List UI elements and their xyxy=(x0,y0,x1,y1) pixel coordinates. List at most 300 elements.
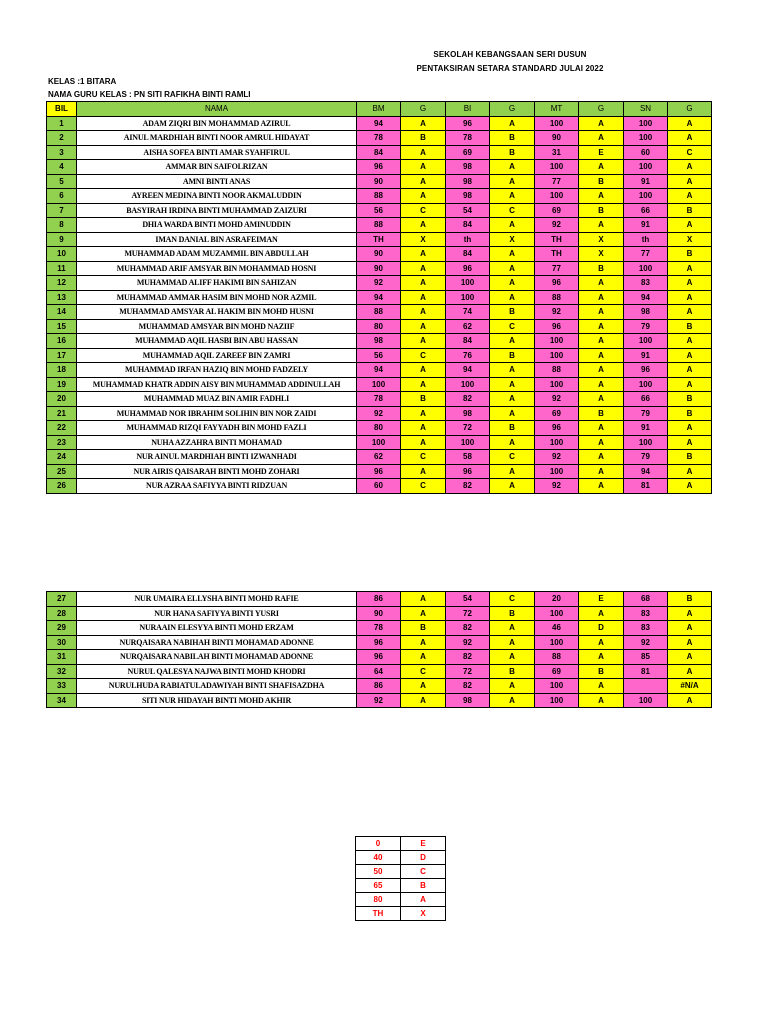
bi-score: 98 xyxy=(446,189,490,204)
bm-score: 78 xyxy=(357,621,401,636)
grade-key-row xyxy=(356,851,446,865)
bm-score: 92 xyxy=(357,693,401,708)
bm-score: TH xyxy=(357,232,401,247)
row-number: 2 xyxy=(47,131,77,146)
row-number: 7 xyxy=(47,203,77,218)
key-min-score: 40 xyxy=(356,851,401,865)
sn-grade: B xyxy=(668,450,712,465)
col-header-sn: SN xyxy=(624,102,668,117)
table-row xyxy=(47,464,712,479)
mt-score: 100 xyxy=(535,693,579,708)
student-name: MUHAMMAD AQIL ZAREEF BIN ZAMRI xyxy=(77,348,357,363)
bi-score: 72 xyxy=(446,664,490,679)
mt-score: 100 xyxy=(535,160,579,175)
bm-score: 56 xyxy=(357,203,401,218)
bi-grade: A xyxy=(490,479,535,494)
bm-grade: A xyxy=(401,305,446,320)
bm-grade: A xyxy=(401,247,446,262)
student-name: NUR AIRIS QAISARAH BINTI MOHD ZOHARI xyxy=(77,464,357,479)
bi-grade: A xyxy=(490,174,535,189)
grade-key-row xyxy=(356,879,446,893)
mt-grade: A xyxy=(579,305,624,320)
grade-key-body xyxy=(356,837,446,921)
bi-score: 98 xyxy=(446,693,490,708)
sn-score: 66 xyxy=(624,203,668,218)
sn-score: 100 xyxy=(624,435,668,450)
sn-score: 100 xyxy=(624,261,668,276)
sn-score: 92 xyxy=(624,635,668,650)
student-name: MUHAMMAD AMSYAR AL HAKIM BIN MOHD HUSNI xyxy=(77,305,357,320)
mt-score: 69 xyxy=(535,203,579,218)
sn-score: th xyxy=(624,232,668,247)
bm-grade: C xyxy=(401,664,446,679)
col-header-nama: NAMA xyxy=(77,102,357,117)
student-name: NUR HANA SAFIYYA BINTI YUSRI xyxy=(77,606,357,621)
student-name: MUHAMMAD NOR IBRAHIM SOLIHIN BIN NOR ZAIDI xyxy=(77,406,357,421)
mt-grade: A xyxy=(579,363,624,378)
mt-grade: B xyxy=(579,406,624,421)
row-number: 17 xyxy=(47,348,77,363)
bi-score: 84 xyxy=(446,247,490,262)
bi-grade: B xyxy=(490,305,535,320)
student-name: MUHAMMAD ALIFF HAKIMI BIN SAHIZAN xyxy=(77,276,357,291)
key-grade: C xyxy=(401,865,446,879)
bi-score: 96 xyxy=(446,116,490,131)
bi-grade: A xyxy=(490,290,535,305)
row-number: 30 xyxy=(47,635,77,650)
student-name: MUHAMMAD AQIL HASBI BIN ABU HASSAN xyxy=(77,334,357,349)
mt-score: 69 xyxy=(535,664,579,679)
student-name: MUHAMMAD MUAZ BIN AMIR FADHLI xyxy=(77,392,357,407)
row-number: 29 xyxy=(47,621,77,636)
bi-grade: B xyxy=(490,145,535,160)
table-row xyxy=(47,621,712,636)
bm-grade: A xyxy=(401,218,446,233)
sn-grade: A xyxy=(668,635,712,650)
bi-grade: C xyxy=(490,592,535,607)
student-name: AINUL MARDHIAH BINTI NOOR AMRUL HIDAYAT xyxy=(77,131,357,146)
mt-grade: X xyxy=(579,247,624,262)
table-row xyxy=(47,131,712,146)
mt-grade: B xyxy=(579,174,624,189)
sn-score: 94 xyxy=(624,290,668,305)
grade-key-row xyxy=(356,865,446,879)
mt-score: 69 xyxy=(535,406,579,421)
sn-grade: X xyxy=(668,232,712,247)
key-grade: A xyxy=(401,893,446,907)
bm-score: 86 xyxy=(357,679,401,694)
mt-score: 100 xyxy=(535,435,579,450)
sn-score: 91 xyxy=(624,348,668,363)
sn-score: 100 xyxy=(624,131,668,146)
row-number: 20 xyxy=(47,392,77,407)
bm-score: 86 xyxy=(357,592,401,607)
mt-score: 100 xyxy=(535,348,579,363)
mt-score: 100 xyxy=(535,334,579,349)
header-row xyxy=(47,102,712,117)
sn-score: 60 xyxy=(624,145,668,160)
row-number: 23 xyxy=(47,435,77,450)
bi-grade: A xyxy=(490,189,535,204)
row-number: 12 xyxy=(47,276,77,291)
sn-grade: A xyxy=(668,334,712,349)
grade-key-row xyxy=(356,837,446,851)
mt-score: TH xyxy=(535,247,579,262)
mt-grade: A xyxy=(579,479,624,494)
mt-score: 92 xyxy=(535,305,579,320)
table-row xyxy=(47,377,712,392)
bm-grade: B xyxy=(401,131,446,146)
bi-score: 82 xyxy=(446,392,490,407)
bi-grade: C xyxy=(490,319,535,334)
bm-score: 100 xyxy=(357,377,401,392)
mt-grade: D xyxy=(579,621,624,636)
col-header-grade: G xyxy=(668,102,712,117)
col-header-bm: BM xyxy=(357,102,401,117)
student-name: AMNI BINTI ANAS xyxy=(77,174,357,189)
student-name: ADAM ZIQRI BIN MOHAMMAD AZIRUL xyxy=(77,116,357,131)
bm-score: 96 xyxy=(357,650,401,665)
bi-score: 54 xyxy=(446,592,490,607)
sn-grade: B xyxy=(668,319,712,334)
bm-score: 90 xyxy=(357,247,401,262)
table-row xyxy=(47,145,712,160)
bi-score: 98 xyxy=(446,160,490,175)
bm-grade: C xyxy=(401,203,446,218)
mt-score: 100 xyxy=(535,606,579,621)
bi-grade: A xyxy=(490,635,535,650)
sn-score: 96 xyxy=(624,363,668,378)
table-row xyxy=(47,392,712,407)
bm-grade: A xyxy=(401,290,446,305)
student-name: NURUL QALESYA NAJWA BINTI MOHD KHODRI xyxy=(77,664,357,679)
mt-score: 20 xyxy=(535,592,579,607)
sn-score: 100 xyxy=(624,334,668,349)
table-row xyxy=(47,592,712,607)
mt-score: 88 xyxy=(535,650,579,665)
sn-score: 66 xyxy=(624,392,668,407)
bi-score: 76 xyxy=(446,348,490,363)
bi-score: 82 xyxy=(446,479,490,494)
bi-grade: B xyxy=(490,348,535,363)
bm-grade: A xyxy=(401,377,446,392)
sn-score: 79 xyxy=(624,406,668,421)
student-name: MUHAMMAD RIZQI FAYYADH BIN MOHD FAZLI xyxy=(77,421,357,436)
bm-grade: X xyxy=(401,232,446,247)
sn-grade: A xyxy=(668,693,712,708)
col-header-grade: G xyxy=(579,102,624,117)
student-name: NURQAISARA NABIHAH BINTI MOHAMAD ADONNE xyxy=(77,635,357,650)
bm-score: 84 xyxy=(357,145,401,160)
bm-grade: A xyxy=(401,116,446,131)
bi-grade: A xyxy=(490,679,535,694)
bm-score: 90 xyxy=(357,174,401,189)
results-table-2 xyxy=(46,591,712,708)
sn-score: 68 xyxy=(624,592,668,607)
bi-score: 100 xyxy=(446,290,490,305)
bi-score: 69 xyxy=(446,145,490,160)
bm-grade: A xyxy=(401,592,446,607)
row-number: 28 xyxy=(47,606,77,621)
col-header-bi: BI xyxy=(446,102,490,117)
bm-score: 88 xyxy=(357,305,401,320)
bi-grade: A xyxy=(490,334,535,349)
sn-score: 83 xyxy=(624,276,668,291)
bi-grade: A xyxy=(490,276,535,291)
student-name: IMAN DANIAL BIN ASRAFEIMAN xyxy=(77,232,357,247)
bi-score: 72 xyxy=(446,606,490,621)
bi-score: 72 xyxy=(446,421,490,436)
mt-grade: A xyxy=(579,392,624,407)
sn-grade: A xyxy=(668,261,712,276)
sn-grade: A xyxy=(668,363,712,378)
bi-score: 100 xyxy=(446,435,490,450)
bi-score: 84 xyxy=(446,218,490,233)
bm-grade: B xyxy=(401,621,446,636)
mt-grade: B xyxy=(579,261,624,276)
row-number: 15 xyxy=(47,319,77,334)
sn-score: 85 xyxy=(624,650,668,665)
bi-grade: B xyxy=(490,131,535,146)
bi-score: 54 xyxy=(446,203,490,218)
student-name: BASYIRAH IRDINA BINTI MUHAMMAD ZAIZURI xyxy=(77,203,357,218)
bm-score: 98 xyxy=(357,334,401,349)
bm-grade: A xyxy=(401,650,446,665)
table-body xyxy=(47,116,712,493)
row-number: 21 xyxy=(47,406,77,421)
sn-score: 81 xyxy=(624,479,668,494)
student-name: NUR UMAIRA ELLYSHA BINTI MOHD RAFIE xyxy=(77,592,357,607)
mt-grade: B xyxy=(579,664,624,679)
bi-score: 78 xyxy=(446,131,490,146)
sn-score: 91 xyxy=(624,421,668,436)
bm-grade: A xyxy=(401,174,446,189)
mt-grade: A xyxy=(579,348,624,363)
row-number: 4 xyxy=(47,160,77,175)
sn-score: 79 xyxy=(624,450,668,465)
table-row xyxy=(47,218,712,233)
student-name: MUHAMMAD AMSYAR BIN MOHD NAZIIF xyxy=(77,319,357,334)
sn-grade: A xyxy=(668,464,712,479)
bm-score: 94 xyxy=(357,363,401,378)
mt-grade: A xyxy=(579,290,624,305)
sn-score: 94 xyxy=(624,464,668,479)
bm-score: 80 xyxy=(357,421,401,436)
table-row xyxy=(47,406,712,421)
student-name: AYREEN MEDINA BINTI NOOR AKMALUDDIN xyxy=(77,189,357,204)
bm-score: 90 xyxy=(357,261,401,276)
bi-grade: A xyxy=(490,116,535,131)
table-row xyxy=(47,189,712,204)
bi-score: 100 xyxy=(446,276,490,291)
row-number: 34 xyxy=(47,693,77,708)
bi-grade: B xyxy=(490,606,535,621)
bm-grade: C xyxy=(401,479,446,494)
mt-grade: B xyxy=(579,203,624,218)
sn-grade: B xyxy=(668,203,712,218)
table-row xyxy=(47,290,712,305)
sn-score: 79 xyxy=(624,319,668,334)
bm-score: 64 xyxy=(357,664,401,679)
key-grade: E xyxy=(401,837,446,851)
bi-grade: C xyxy=(490,203,535,218)
key-min-score: 50 xyxy=(356,865,401,879)
grade-key-table xyxy=(355,836,446,921)
grade-key-row xyxy=(356,907,446,921)
table-row xyxy=(47,334,712,349)
bm-score: 92 xyxy=(357,276,401,291)
mt-grade: A xyxy=(579,635,624,650)
table-row xyxy=(47,606,712,621)
col-header-mt: MT xyxy=(535,102,579,117)
student-name: MUHAMMAD IRFAN HAZIQ BIN MOHD FADZELY xyxy=(77,363,357,378)
table-row xyxy=(47,305,712,320)
bm-score: 88 xyxy=(357,218,401,233)
key-min-score: 0 xyxy=(356,837,401,851)
class-label: KELAS :1 BITARA xyxy=(48,77,117,86)
sn-grade: A xyxy=(668,421,712,436)
row-number: 13 xyxy=(47,290,77,305)
mt-score: 96 xyxy=(535,421,579,436)
bi-grade: A xyxy=(490,247,535,262)
sn-grade: A xyxy=(668,174,712,189)
sn-grade: #N/A xyxy=(668,679,712,694)
row-number: 14 xyxy=(47,305,77,320)
bi-grade: A xyxy=(490,650,535,665)
mt-score: 46 xyxy=(535,621,579,636)
sn-score: 100 xyxy=(624,116,668,131)
bi-score: 98 xyxy=(446,406,490,421)
key-min-score: 65 xyxy=(356,879,401,893)
bi-score: 82 xyxy=(446,621,490,636)
mt-score: 100 xyxy=(535,635,579,650)
sn-score: 83 xyxy=(624,621,668,636)
sn-grade: B xyxy=(668,406,712,421)
bi-score: 96 xyxy=(446,261,490,276)
student-name: NUHA AZZAHRA BINTI MOHAMAD xyxy=(77,435,357,450)
sn-score: 91 xyxy=(624,174,668,189)
bm-score: 96 xyxy=(357,464,401,479)
table-row xyxy=(47,679,712,694)
mt-grade: A xyxy=(579,377,624,392)
bm-score: 62 xyxy=(357,450,401,465)
bi-grade: A xyxy=(490,693,535,708)
bi-grade: A xyxy=(490,218,535,233)
sn-grade: A xyxy=(668,348,712,363)
bi-score: 82 xyxy=(446,679,490,694)
table-row xyxy=(47,232,712,247)
row-number: 19 xyxy=(47,377,77,392)
student-name: DHIA WARDA BINTI MOHD AMINUDDIN xyxy=(77,218,357,233)
key-grade: X xyxy=(401,907,446,921)
row-number: 16 xyxy=(47,334,77,349)
sn-grade: C xyxy=(668,145,712,160)
table-row xyxy=(47,203,712,218)
row-number: 6 xyxy=(47,189,77,204)
mt-grade: A xyxy=(579,421,624,436)
bm-score: 56 xyxy=(357,348,401,363)
sn-score: 100 xyxy=(624,189,668,204)
student-name: AMMAR BIN SAIFOLRIZAN xyxy=(77,160,357,175)
student-name: NUR AINUL MARDHIAH BINTI IZWANHADI xyxy=(77,450,357,465)
col-header-grade: G xyxy=(490,102,535,117)
row-number: 33 xyxy=(47,679,77,694)
row-number: 8 xyxy=(47,218,77,233)
bm-grade: B xyxy=(401,392,446,407)
bm-grade: C xyxy=(401,348,446,363)
row-number: 5 xyxy=(47,174,77,189)
student-name: AISHA SOFEA BINTI AMAR SYAHFIRUL xyxy=(77,145,357,160)
sn-grade: A xyxy=(668,377,712,392)
mt-score: 100 xyxy=(535,189,579,204)
table-row xyxy=(47,435,712,450)
bm-grade: A xyxy=(401,319,446,334)
bi-score: 94 xyxy=(446,363,490,378)
mt-grade: A xyxy=(579,450,624,465)
student-name: MUHAMMAD KHATR ADDIN AISY BIN MUHAMMAD ADDINULLAH xyxy=(77,377,357,392)
sn-grade: B xyxy=(668,592,712,607)
sn-grade: B xyxy=(668,392,712,407)
bi-score: 96 xyxy=(446,464,490,479)
sn-grade: A xyxy=(668,131,712,146)
bi-score: 100 xyxy=(446,377,490,392)
table-row xyxy=(47,247,712,262)
row-number: 27 xyxy=(47,592,77,607)
sn-grade: A xyxy=(668,479,712,494)
row-number: 1 xyxy=(47,116,77,131)
mt-score: 77 xyxy=(535,174,579,189)
table-row xyxy=(47,116,712,131)
sn-grade: A xyxy=(668,276,712,291)
table-row xyxy=(47,160,712,175)
table-row xyxy=(47,635,712,650)
student-name: MUHAMMAD ARIF AMSYAR BIN MOHAMMAD HOSNI xyxy=(77,261,357,276)
mt-score: 31 xyxy=(535,145,579,160)
bm-grade: A xyxy=(401,363,446,378)
row-number: 31 xyxy=(47,650,77,665)
bi-grade: A xyxy=(490,406,535,421)
mt-grade: E xyxy=(579,592,624,607)
student-name: NURQAISARA NABILAH BINTI MOHAMAD ADONNE xyxy=(77,650,357,665)
mt-score: 100 xyxy=(535,679,579,694)
table-row xyxy=(47,421,712,436)
bm-score: 88 xyxy=(357,189,401,204)
bm-score: 94 xyxy=(357,116,401,131)
sn-score: 83 xyxy=(624,606,668,621)
bm-score: 78 xyxy=(357,392,401,407)
mt-grade: X xyxy=(579,232,624,247)
sn-grade: A xyxy=(668,189,712,204)
row-number: 26 xyxy=(47,479,77,494)
sn-grade: A xyxy=(668,650,712,665)
row-number: 11 xyxy=(47,261,77,276)
mt-grade: A xyxy=(579,131,624,146)
mt-score: 92 xyxy=(535,479,579,494)
bi-grade: A xyxy=(490,435,535,450)
bi-grade: X xyxy=(490,232,535,247)
mt-grade: A xyxy=(579,189,624,204)
bm-grade: A xyxy=(401,679,446,694)
bm-grade: A xyxy=(401,261,446,276)
bm-score: 78 xyxy=(357,131,401,146)
sn-grade: A xyxy=(668,116,712,131)
sn-score xyxy=(624,679,668,694)
mt-grade: A xyxy=(579,435,624,450)
key-min-score: 80 xyxy=(356,893,401,907)
mt-grade: A xyxy=(579,334,624,349)
mt-grade: A xyxy=(579,218,624,233)
mt-score: 96 xyxy=(535,319,579,334)
